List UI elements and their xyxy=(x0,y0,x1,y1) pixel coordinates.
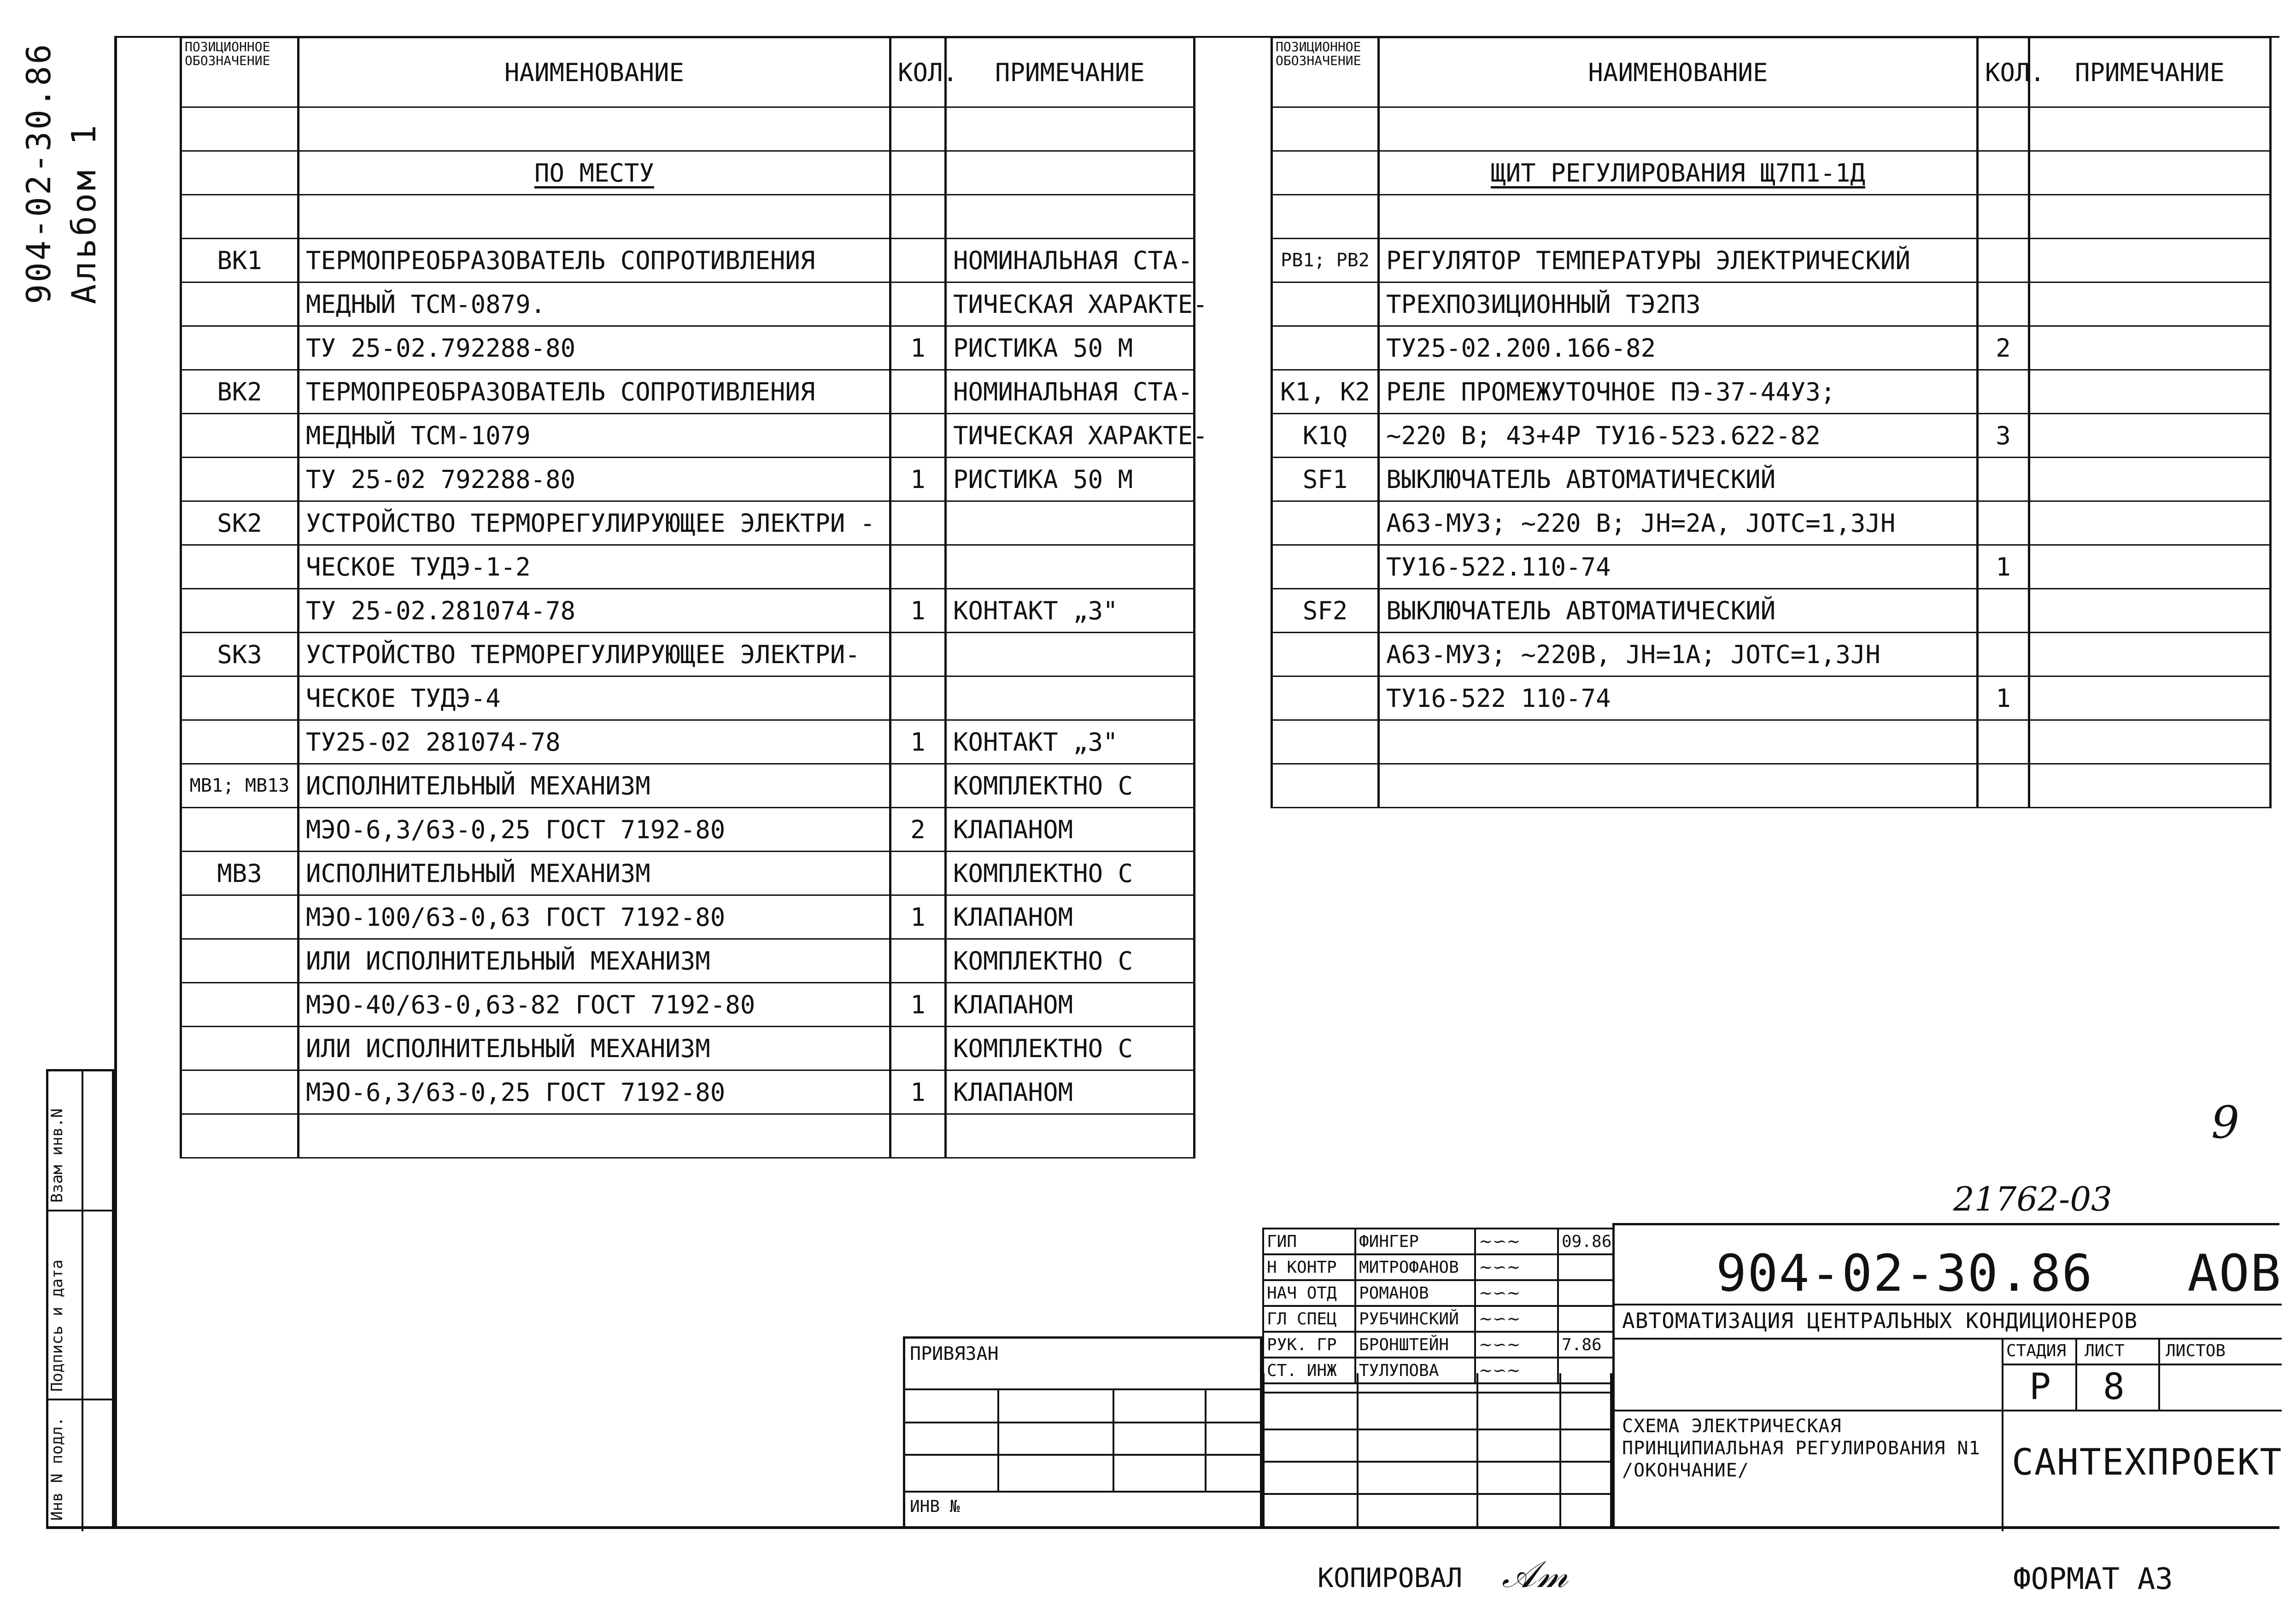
name-cell: А63-МУ3; ~220 В; JН=2А, JОТС=1,3JН xyxy=(1379,501,1978,545)
inv-no-label: ИНВ № xyxy=(910,1497,960,1516)
stage-header-line xyxy=(2002,1364,2282,1365)
position-cell: MB3 xyxy=(181,852,299,895)
table-row xyxy=(181,326,1195,370)
qty-cell xyxy=(890,239,946,282)
sig-extension-line xyxy=(1265,1429,1615,1430)
position-cell xyxy=(181,1114,299,1158)
name-cell: МЭО-100/63-0,63 ГОСТ 7192-80 xyxy=(299,895,890,939)
title-line xyxy=(1615,1338,2282,1340)
position-cell: BK2 xyxy=(181,370,299,414)
name-cell: ИСПОЛНИТЕЛЬНЫЙ МЕХАНИЗМ xyxy=(299,852,890,895)
table-row xyxy=(181,1070,1195,1114)
sheets-label: ЛИСТОВ xyxy=(2166,1341,2226,1360)
name-cell xyxy=(1379,195,1978,239)
signature-name: ФИНГЕР xyxy=(1355,1229,1475,1254)
header-pos: ПОЗИЦИОННОЕ ОБОЗНАЧЕНИЕ xyxy=(181,38,299,107)
table-row xyxy=(181,414,1195,458)
sheet-label: ЛИСТ xyxy=(2085,1341,2125,1360)
qty-cell: 1 xyxy=(890,983,946,1027)
qty-cell xyxy=(1978,107,2029,151)
table-row xyxy=(181,589,1195,633)
note-cell xyxy=(946,195,1195,239)
signature-mark-icon: ~∽~ xyxy=(1475,1229,1558,1254)
table-row xyxy=(181,151,1195,195)
note-cell: КЛАПАНОМ xyxy=(946,808,1195,852)
position-cell xyxy=(181,895,299,939)
note-cell xyxy=(946,107,1195,151)
note-cell xyxy=(2029,107,2271,151)
margin-stamp-divider xyxy=(82,1071,83,1531)
left-spec-table xyxy=(180,37,1208,1158)
table-row xyxy=(1272,764,2271,808)
position-cell xyxy=(181,720,299,764)
sig-extension-col xyxy=(1559,1373,1561,1529)
qty-cell: 2 xyxy=(1978,326,2029,370)
note-cell: КОМПЛЕКТНО С xyxy=(946,764,1195,808)
table-row xyxy=(181,239,1195,282)
privyazan-grid-col xyxy=(1205,1388,1207,1491)
signature-row xyxy=(1263,1229,1613,1254)
position-cell: SK2 xyxy=(181,501,299,545)
name-cell xyxy=(1379,107,1978,151)
signature-row xyxy=(1263,1254,1613,1280)
name-cell: ТРЕХПОЗИЦИОННЫЙ ТЭ2П3 xyxy=(1379,282,1978,326)
note-cell: КЛАПАНОМ xyxy=(946,983,1195,1027)
name-cell: ТЕРМОПРЕОБРАЗОВАТЕЛЬ СОПРОТИВЛЕНИЯ xyxy=(299,239,890,282)
table-row xyxy=(181,1114,1195,1158)
qty-cell xyxy=(890,633,946,676)
position-cell xyxy=(181,939,299,983)
table-row xyxy=(1272,589,2271,633)
note-cell xyxy=(2029,720,2271,764)
table-row xyxy=(181,720,1195,764)
note-cell: НОМИНАЛЬНАЯ СТА- xyxy=(946,239,1195,282)
position-cell: MB1; MB13 xyxy=(181,764,299,808)
note-cell xyxy=(946,151,1195,195)
sig-extension-col xyxy=(1357,1373,1359,1529)
note-cell xyxy=(2029,589,2271,633)
name-cell xyxy=(299,195,890,239)
note-cell: КЛАПАНОМ xyxy=(946,895,1195,939)
qty-cell xyxy=(890,939,946,983)
qty-cell: 1 xyxy=(890,720,946,764)
sig-extension-line xyxy=(1265,1461,1615,1463)
name-cell: МЕДНЫЙ ТСМ-0879. xyxy=(299,282,890,326)
privyazan-grid-line xyxy=(905,1422,1265,1423)
qty-cell xyxy=(1978,239,2029,282)
header-qty: КОЛ. xyxy=(1978,38,2029,107)
position-cell xyxy=(181,458,299,501)
organization: САНТЕХПРОЕКТ xyxy=(2012,1442,2283,1483)
position-cell: SF2 xyxy=(1272,589,1379,633)
name-cell: ТУ 25-02.281074-78 xyxy=(299,589,890,633)
position-cell: SK3 xyxy=(181,633,299,676)
signature-mark-icon: ~∽~ xyxy=(1475,1358,1558,1383)
project-name: АВТОМАТИЗАЦИЯ ЦЕНТРАЛЬНЫХ КОНДИЦИОНЕРОВ xyxy=(1622,1308,2138,1333)
note-cell xyxy=(2029,326,2271,370)
qty-cell xyxy=(1978,282,2029,326)
copied-label: КОПИРОВАЛ xyxy=(1318,1562,1463,1593)
table-row xyxy=(181,895,1195,939)
qty-cell xyxy=(890,414,946,458)
note-cell: ТИЧЕСКАЯ ХАРАКТЕ- xyxy=(946,282,1195,326)
table-header-row xyxy=(1272,38,2271,107)
signature-role: НАЧ ОТД xyxy=(1263,1280,1355,1306)
position-cell xyxy=(181,414,299,458)
name-cell: ТУ16-522 110-74 xyxy=(1379,676,1978,720)
position-cell xyxy=(181,676,299,720)
name-cell xyxy=(1379,720,1978,764)
position-cell: SF1 xyxy=(1272,458,1379,501)
privyazan-grid-line xyxy=(905,1491,1265,1493)
header-note: ПРИМЕЧАНИЕ xyxy=(946,38,1195,107)
header-pos: ПОЗИЦИОННОЕ ОБОЗНАЧЕНИЕ xyxy=(1272,38,1379,107)
note-cell xyxy=(2029,195,2271,239)
name-cell: ВЫКЛЮЧАТЕЛЬ АВТОМАТИЧЕСКИЙ xyxy=(1379,458,1978,501)
qty-cell: 1 xyxy=(890,589,946,633)
copier-signature-icon: 𝒜𝓂 xyxy=(1502,1553,1568,1596)
header-note: ПРИМЕЧАНИЕ xyxy=(2029,38,2271,107)
signature-role: ГИП xyxy=(1263,1229,1355,1254)
qty-cell xyxy=(890,501,946,545)
note-cell xyxy=(2029,282,2271,326)
note-cell xyxy=(2029,633,2271,676)
note-cell: КЛАПАНОМ xyxy=(946,1070,1195,1114)
signature-role: РУК. ГР xyxy=(1263,1332,1355,1358)
position-cell xyxy=(181,589,299,633)
privyazan-grid-col xyxy=(997,1388,999,1491)
note-cell xyxy=(2029,239,2271,282)
qty-cell xyxy=(1978,633,2029,676)
signature-name: РОМАНОВ xyxy=(1355,1280,1475,1306)
qty-cell xyxy=(890,1114,946,1158)
position-cell xyxy=(181,107,299,151)
position-cell: K1Q xyxy=(1272,414,1379,458)
position-cell xyxy=(181,326,299,370)
table-row xyxy=(181,545,1195,589)
signature-date xyxy=(1558,1254,1613,1280)
margin-stamp-row xyxy=(48,1210,117,1211)
stage-value: Р xyxy=(2029,1366,2051,1408)
right-spec-table xyxy=(1271,37,2272,808)
position-cell xyxy=(181,983,299,1027)
privyazan-grid-col xyxy=(1113,1388,1114,1491)
note-cell: РИСТИКА 50 М xyxy=(946,458,1195,501)
position-cell: K1, K2 xyxy=(1272,370,1379,414)
name-cell: УСТРОЙСТВО ТЕРМОРЕГУЛИРУЮЩЕЕ ЭЛЕКТРИ - xyxy=(299,501,890,545)
margin-field-signature-date: Подпись и дата xyxy=(48,1259,66,1392)
position-cell xyxy=(1272,501,1379,545)
table-row xyxy=(181,107,1195,151)
table-row xyxy=(181,764,1195,808)
qty-cell: 1 xyxy=(1978,676,2029,720)
name-cell xyxy=(1379,764,1978,808)
name-cell: МЭО-6,3/63-0,25 ГОСТ 7192-80 xyxy=(299,1070,890,1114)
note-cell xyxy=(946,633,1195,676)
position-cell xyxy=(1272,151,1379,195)
position-cell xyxy=(1272,195,1379,239)
header-qty: КОЛ. xyxy=(890,38,946,107)
table-row xyxy=(1272,458,2271,501)
name-cell: ТЕРМОПРЕОБРАЗОВАТЕЛЬ СОПРОТИВЛЕНИЯ xyxy=(299,370,890,414)
name-cell: ЧЕСКОЕ ТУДЭ-1-2 xyxy=(299,545,890,589)
signature-mark-icon: ~∽~ xyxy=(1475,1332,1558,1358)
signature-mark-icon: ~∽~ xyxy=(1475,1254,1558,1280)
margin-field-vzam-inv: Взам инв.N xyxy=(48,1108,66,1203)
name-cell: ЧЕСКОЕ ТУДЭ-4 xyxy=(299,676,890,720)
album-vertical: Альбом 1 xyxy=(64,122,103,304)
signature-row xyxy=(1263,1280,1613,1306)
signature-name: ТУЛУПОВА xyxy=(1355,1358,1475,1383)
page-number: 9 xyxy=(2211,1097,2240,1148)
qty-cell xyxy=(890,1027,946,1070)
name-cell xyxy=(299,107,890,151)
position-cell xyxy=(1272,282,1379,326)
note-cell xyxy=(2029,501,2271,545)
qty-cell xyxy=(890,282,946,326)
position-cell xyxy=(1272,107,1379,151)
qty-cell: 1 xyxy=(890,1070,946,1114)
note-cell: НОМИНАЛЬНАЯ СТА- xyxy=(946,370,1195,414)
table-header-row xyxy=(181,38,1195,107)
qty-cell: 1 xyxy=(890,326,946,370)
qty-cell xyxy=(890,107,946,151)
signature-date xyxy=(1558,1280,1613,1306)
note-cell xyxy=(2029,151,2271,195)
table-row xyxy=(1272,151,2271,195)
name-cell: РЕГУЛЯТОР ТЕМПЕРАТУРЫ ЭЛЕКТРИЧЕСКИЙ xyxy=(1379,239,1978,282)
qty-cell: 1 xyxy=(890,458,946,501)
position-cell: PB1; PB2 xyxy=(1272,239,1379,282)
name-cell: ~220 В; 4З+4Р ТУ16-523.622-82 xyxy=(1379,414,1978,458)
name-cell: РЕЛЕ ПРОМЕЖУТОЧНОЕ ПЭ-37-44У3; xyxy=(1379,370,1978,414)
note-cell xyxy=(946,501,1195,545)
qty-cell xyxy=(890,195,946,239)
position-cell xyxy=(181,282,299,326)
name-cell: ТУ16-522.110-74 xyxy=(1379,545,1978,589)
qty-cell: 3 xyxy=(1978,414,2029,458)
signature-mark-icon: ~∽~ xyxy=(1475,1306,1558,1332)
name-cell: УСТРОЙСТВО ТЕРМОРЕГУЛИРУЮЩЕЕ ЭЛЕКТРИ- xyxy=(299,633,890,676)
header-name: НАИМЕНОВАНИЕ xyxy=(299,38,890,107)
table-row xyxy=(181,633,1195,676)
position-cell xyxy=(181,545,299,589)
table-row xyxy=(181,1027,1195,1070)
signature-name: РУБЧИНСКИЙ xyxy=(1355,1306,1475,1332)
name-cell: ТУ25-02 281074-78 xyxy=(299,720,890,764)
signature-date: 09.86 xyxy=(1558,1229,1613,1254)
qty-cell: 2 xyxy=(890,808,946,852)
name-cell: МЭО-40/63-0,63-82 ГОСТ 7192-80 xyxy=(299,983,890,1027)
qty-cell xyxy=(1978,764,2029,808)
qty-cell xyxy=(890,852,946,895)
qty-cell xyxy=(890,676,946,720)
sig-extension-block xyxy=(1262,1373,1612,1529)
qty-cell xyxy=(1978,370,2029,414)
table-row xyxy=(1272,326,2271,370)
position-cell xyxy=(181,808,299,852)
name-cell: ИЛИ ИСПОЛНИТЕЛЬНЫЙ МЕХАНИЗМ xyxy=(299,1027,890,1070)
signature-row xyxy=(1263,1332,1613,1358)
stage-values-line xyxy=(1615,1410,2282,1411)
qty-cell xyxy=(1978,151,2029,195)
section-title: ЩИТ РЕГУЛИРОВАНИЯ Щ7П1-1Д xyxy=(1491,158,1865,188)
note-cell xyxy=(2029,676,2271,720)
qty-cell xyxy=(890,764,946,808)
name-cell: ИЛИ ИСПОЛНИТЕЛЬНЫЙ МЕХАНИЗМ xyxy=(299,939,890,983)
position-cell xyxy=(1272,326,1379,370)
note-cell: КОМПЛЕКТНО С xyxy=(946,1027,1195,1070)
position-cell xyxy=(1272,545,1379,589)
sig-extension-col xyxy=(1476,1373,1478,1529)
position-cell xyxy=(181,1070,299,1114)
stage-col-line xyxy=(2158,1338,2160,1410)
table-row xyxy=(181,501,1195,545)
note-cell: КОНТАКТ „З" xyxy=(946,589,1195,633)
sheet-value: 8 xyxy=(2103,1366,2125,1408)
name-cell xyxy=(299,151,890,195)
sig-extension-line xyxy=(1265,1493,1615,1495)
table-row xyxy=(1272,239,2271,282)
position-cell xyxy=(1272,720,1379,764)
margin-field-inv-podl: Инв N подл. xyxy=(48,1417,66,1521)
position-cell xyxy=(1272,633,1379,676)
position-cell xyxy=(1272,676,1379,720)
qty-cell: 1 xyxy=(890,895,946,939)
table-row xyxy=(1272,676,2271,720)
margin-stamp-row xyxy=(48,1399,117,1400)
note-cell: ТИЧЕСКАЯ ХАРАКТЕ- xyxy=(946,414,1195,458)
stage-col-line xyxy=(2002,1338,2003,1531)
qty-cell: 1 xyxy=(1978,545,2029,589)
table-row xyxy=(181,983,1195,1027)
signature-date xyxy=(1558,1306,1613,1332)
signature-role: ГЛ СПЕЦ xyxy=(1263,1306,1355,1332)
name-cell: А63-МУ3; ~220В, JН=1А; JОТС=1,3JН xyxy=(1379,633,1978,676)
table-row xyxy=(181,676,1195,720)
name-cell: ИСПОЛНИТЕЛЬНЫЙ МЕХАНИЗМ xyxy=(299,764,890,808)
note-cell xyxy=(2029,545,2271,589)
note-cell xyxy=(2029,764,2271,808)
signature-mark-icon: ~∽~ xyxy=(1475,1280,1558,1306)
qty-cell xyxy=(1978,720,2029,764)
archive-number: 21762-03 xyxy=(1953,1180,2112,1218)
position-cell xyxy=(1272,764,1379,808)
note-cell: КОМПЛЕКТНО С xyxy=(946,939,1195,983)
note-cell xyxy=(2029,370,2271,414)
designation: 904-02-30.86 АОВ xyxy=(1716,1244,2282,1303)
name-cell: МЭО-6,3/63-0,25 ГОСТ 7192-80 xyxy=(299,808,890,852)
table-row xyxy=(181,939,1195,983)
name-cell xyxy=(1379,151,1978,195)
name-cell: ТУ 25-02 792288-80 xyxy=(299,458,890,501)
signature-role: СТ. ИНЖ xyxy=(1263,1358,1355,1383)
section-title: ПО МЕСТУ xyxy=(534,158,655,188)
sig-extension-line xyxy=(1265,1392,1615,1393)
table-row xyxy=(1272,501,2271,545)
note-cell: КОМПЛЕКТНО С xyxy=(946,852,1195,895)
table-row xyxy=(181,370,1195,414)
position-cell xyxy=(181,151,299,195)
table-row xyxy=(181,852,1195,895)
qty-cell xyxy=(1978,501,2029,545)
signature-name: МИТРОФАНОВ xyxy=(1355,1254,1475,1280)
note-cell: КОНТАКТ „З" xyxy=(946,720,1195,764)
title-line xyxy=(1615,1304,2282,1305)
table-row xyxy=(1272,282,2271,326)
qty-cell xyxy=(1978,589,2029,633)
table-row xyxy=(1272,370,2271,414)
qty-cell xyxy=(890,370,946,414)
qty-cell xyxy=(890,151,946,195)
name-cell xyxy=(299,1114,890,1158)
note-cell xyxy=(2029,414,2271,458)
qty-cell xyxy=(890,545,946,589)
stage-label: СТАДИЯ xyxy=(2006,1341,2067,1360)
table-row xyxy=(1272,195,2271,239)
name-cell: ТУ25-02.200.166-82 xyxy=(1379,326,1978,370)
name-cell: ТУ 25-02.792288-80 xyxy=(299,326,890,370)
privyazan-block xyxy=(903,1336,1262,1529)
privyazan-grid-line xyxy=(905,1388,1265,1390)
position-cell: BK1 xyxy=(181,239,299,282)
table-row xyxy=(1272,720,2271,764)
title-block-main xyxy=(1612,1223,2283,1529)
signature-row xyxy=(1263,1306,1613,1332)
note-cell xyxy=(946,545,1195,589)
table-row xyxy=(1272,545,2271,589)
privyazan-grid-line xyxy=(905,1454,1265,1456)
note-cell xyxy=(946,1114,1195,1158)
table-row xyxy=(181,282,1195,326)
sheet-title: СХЕМА ЭЛЕКТРИЧЕСКАЯ ПРИНЦИПИАЛЬНАЯ РЕГУЛИРОВАНИЯ N1 /ОКОНЧАНИЕ/ xyxy=(1622,1416,1980,1481)
table-row xyxy=(181,458,1195,501)
position-cell xyxy=(181,195,299,239)
table-row xyxy=(181,195,1195,239)
header-name: НАИМЕНОВАНИЕ xyxy=(1379,38,1978,107)
qty-cell xyxy=(1978,195,2029,239)
qty-cell xyxy=(1978,458,2029,501)
signature-table xyxy=(1262,1228,1614,1384)
position-cell xyxy=(181,1027,299,1070)
signature-date: 7.86 xyxy=(1558,1332,1613,1358)
note-cell xyxy=(946,676,1195,720)
stage-col-line xyxy=(2075,1338,2077,1410)
name-cell: ВЫКЛЮЧАТЕЛЬ АВТОМАТИЧЕСКИЙ xyxy=(1379,589,1978,633)
note-cell: РИСТИКА 50 М xyxy=(946,326,1195,370)
table-row xyxy=(1272,414,2271,458)
note-cell xyxy=(2029,458,2271,501)
table-row xyxy=(181,808,1195,852)
doc-code-vertical: 904-02-30.86 xyxy=(19,42,58,304)
signature-name: БРОНШТЕЙН xyxy=(1355,1332,1475,1358)
format-label: ФОРМАТ А3 xyxy=(2013,1562,2173,1596)
signature-role: Н КОНТР xyxy=(1263,1254,1355,1280)
privyazan-label: ПРИВЯЗАН xyxy=(910,1343,999,1364)
table-row xyxy=(1272,107,2271,151)
name-cell: МЕДНЫЙ ТСМ-1079 xyxy=(299,414,890,458)
table-row xyxy=(1272,633,2271,676)
